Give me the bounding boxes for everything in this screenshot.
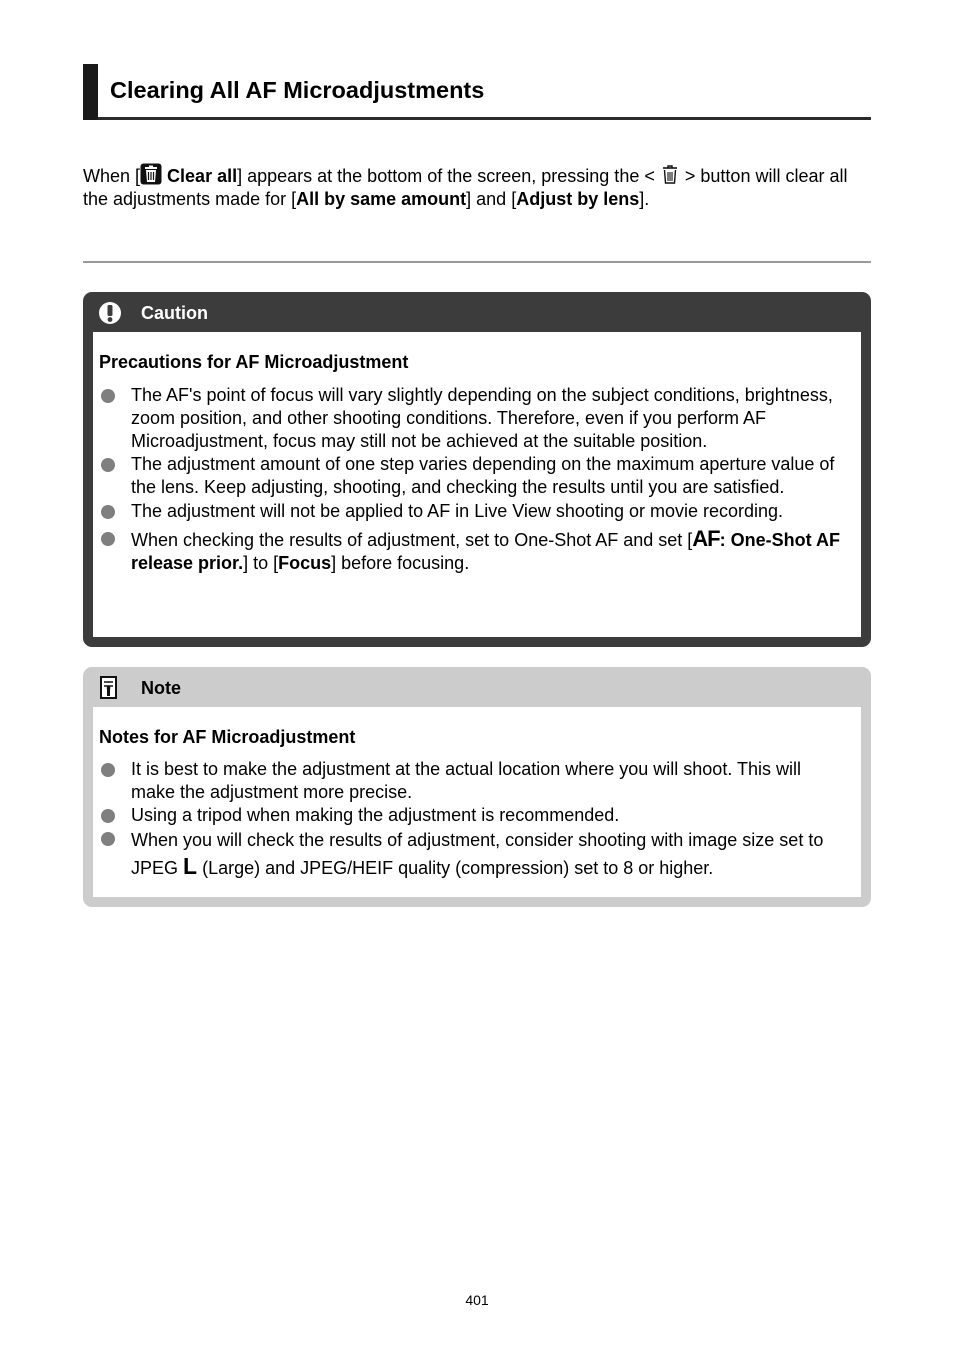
note-header (83, 667, 871, 707)
note-subtitle: Notes for AF Microadjustment (99, 727, 356, 747)
caution-box (83, 292, 871, 647)
note-list (93, 758, 861, 881)
list-item-text: : (719, 530, 731, 550)
list-item (93, 758, 861, 804)
caution-list (93, 384, 861, 575)
title-accent-bar (83, 64, 98, 120)
bullet-icon (101, 832, 115, 846)
list-item (93, 804, 861, 827)
trash-icon (140, 163, 162, 185)
list-item-text: The adjustment will not be applied to AF in Live View shooting or movie recording. (131, 501, 784, 521)
list-item-text: ] before focusing. (331, 553, 470, 573)
list-item-text: ] to [ (243, 553, 279, 573)
bullet-icon (101, 809, 115, 823)
note-title: Note (141, 678, 181, 698)
caution-body (93, 332, 861, 637)
list-item (93, 453, 861, 499)
caution-icon (98, 301, 122, 325)
large-size-icon: L (183, 853, 198, 879)
intro-text: When [ (83, 166, 141, 186)
list-item-text: When you will check the results of adjustment, consider shooting with image size set to JPEG (131, 830, 824, 878)
bullet-icon (101, 505, 115, 519)
bullet-icon (101, 389, 115, 403)
caution-header (83, 292, 871, 332)
page-title: Clearing All AF Microadjustments (110, 77, 485, 103)
one-shot-af-release-label: One-Shot AF release prior. (131, 530, 840, 573)
note-icon (100, 676, 120, 700)
all-by-same-amount-label: All by same amount (296, 189, 467, 209)
note-body (93, 707, 861, 897)
intro-text: > button will clear all the adjustments made for [ (83, 166, 848, 209)
intro-text: ]. (639, 189, 650, 209)
af-menu-icon: AF (692, 526, 720, 551)
page-number: 401 (465, 1292, 489, 1308)
bullet-icon (101, 763, 115, 777)
adjust-by-lens-label: Adjust by lens (516, 189, 640, 209)
bullet-icon (101, 458, 115, 472)
list-item-text: The AF's point of focus will vary slightly depending on the subject conditions, brightness, zoom position, and other shooting conditions. Therefore, even if you perform AF Microadjustment, focus may still not be achieved at the suitable position. (131, 385, 833, 451)
bullet-icon (101, 532, 115, 546)
clear-all-label: Clear all (167, 166, 238, 186)
caution-subtitle: Precautions for AF Microadjustment (99, 352, 409, 372)
list-item-text: It is best to make the adjustment at the actual location where you will shoot. This will make the adjustment more precise. (131, 759, 801, 802)
list-item-text: (Large) and JPEG/HEIF quality (compression) set to 8 or higher. (197, 858, 714, 878)
list-item (93, 827, 861, 881)
trash-icon (660, 163, 680, 185)
page-title-block (83, 64, 871, 120)
list-item (93, 384, 861, 453)
note-box (83, 667, 871, 907)
intro-paragraph (83, 163, 873, 211)
focus-label: Focus (278, 553, 332, 573)
list-item-text: When checking the results of adjustment, set to One-Shot AF and set [ (131, 530, 693, 550)
section-divider (83, 261, 871, 263)
intro-text: ] appears at the bottom of the screen, pressing the < (237, 166, 655, 186)
list-item (93, 500, 861, 523)
list-item (93, 527, 861, 575)
list-item-text: Using a tripod when making the adjustment is recommended. (131, 805, 620, 825)
caution-title: Caution (141, 303, 208, 323)
intro-text: ] and [ (466, 189, 517, 209)
list-item-text: The adjustment amount of one step varies depending on the maximum aperture value of the lens. Keep adjusting, shooting, and checking the results until you are satisfied. (131, 454, 835, 497)
